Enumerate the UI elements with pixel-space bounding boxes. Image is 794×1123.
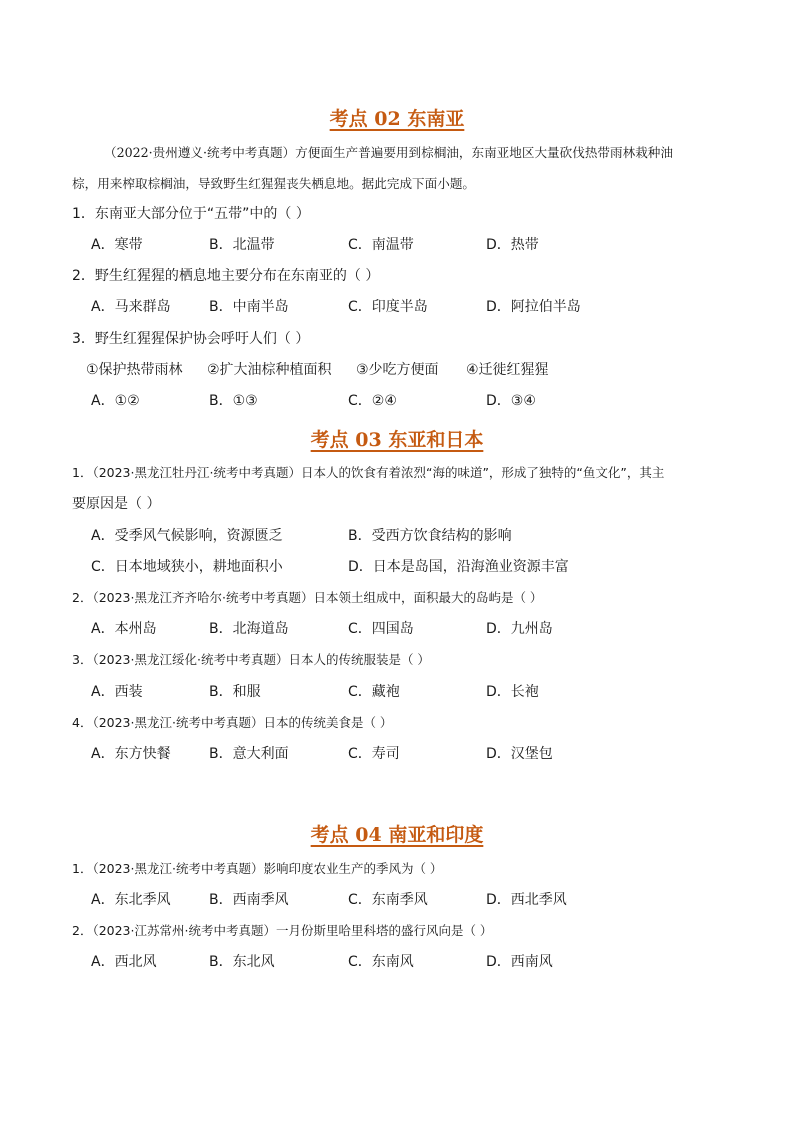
option-b: B．受西方饮食结构的影响 xyxy=(348,528,512,544)
statement-item: ③少吃方便面 xyxy=(356,362,439,378)
question-stem: 4．（2023·黑龙江·统考中考真题）日本的传统美食是（ ） xyxy=(72,715,393,730)
option-b: B．中南半岛 xyxy=(209,299,289,315)
option-c: C．印度半岛 xyxy=(348,299,428,315)
option-c: C．东南风 xyxy=(348,954,414,970)
option-b: B．和服 xyxy=(209,684,261,700)
question-stem: 1．（2023·黑龙江·统考中考真题）影响印度农业生产的季风为（ ） xyxy=(72,861,443,876)
question-stem: 3．（2023·黑龙江绥化·统考中考真题）日本人的传统服装是（ ） xyxy=(72,652,430,667)
option-d: D．③④ xyxy=(486,393,536,409)
question-stem: 3．野生红猩猩保护协会呼吁人们（ ） xyxy=(72,331,310,347)
option-b: B．①③ xyxy=(209,393,258,409)
option-d: D．热带 xyxy=(486,237,539,253)
statement-item: ①保护热带雨林 xyxy=(86,362,183,378)
section-heading-03: 考点 03 东亚和日本 xyxy=(310,429,484,451)
option-a: A．本州岛 xyxy=(91,621,157,637)
option-a: A．东方快餐 xyxy=(91,746,171,762)
question-stem-continued: 要原因是（ ） xyxy=(72,496,161,512)
option-a: A．①② xyxy=(91,393,140,409)
option-c: C．藏袍 xyxy=(348,684,400,700)
option-d: D．汉堡包 xyxy=(486,746,553,762)
option-d: D．长袍 xyxy=(486,684,539,700)
option-d: D．西北季风 xyxy=(486,892,567,908)
option-b: B．西南季风 xyxy=(209,892,289,908)
question-stem: 2．（2023·江苏常州·统考中考真题）一月份斯里哈里科塔的盛行风向是（ ） xyxy=(72,923,493,938)
intro-line-1: （2022·贵州遵义·统考中考真题）方便面生产普遍要用到棕榈油，东南亚地区大量砍伐热带雨林栽种油 xyxy=(104,145,673,160)
option-c: C．②④ xyxy=(348,393,397,409)
option-a: A．马来群岛 xyxy=(91,299,171,315)
option-b: B．东北风 xyxy=(209,954,275,970)
option-c: C．寿司 xyxy=(348,746,400,762)
option-a: A．西北风 xyxy=(91,954,157,970)
option-a: A．受季风气候影响，资源匮乏 xyxy=(91,528,283,544)
option-b: B．北海道岛 xyxy=(209,621,289,637)
question-stem: 1．（2023·黑龙江牡丹江·统考中考真题）日本人的饮食有着浓烈“海的味道”，形成了独特的“鱼文化”，其主 xyxy=(72,465,665,480)
option-c: C．四国岛 xyxy=(348,621,414,637)
option-d: D．日本是岛国，沿海渔业资源丰富 xyxy=(348,559,569,575)
option-b: B．意大利面 xyxy=(209,746,289,762)
option-a: A．寒带 xyxy=(91,237,143,253)
option-d: D．西南风 xyxy=(486,954,553,970)
statement-item: ②扩大油棕种植面积 xyxy=(207,362,332,378)
option-a: A．东北季风 xyxy=(91,892,171,908)
option-c: C．日本地域狭小，耕地面积小 xyxy=(91,559,283,575)
question-stem: 1．东南亚大部分位于“五带”中的（ ） xyxy=(72,206,310,222)
option-c: C．南温带 xyxy=(348,237,414,253)
option-d: D．九州岛 xyxy=(486,621,553,637)
option-d: D．阿拉伯半岛 xyxy=(486,299,581,315)
section-heading-04: 考点 04 南亚和印度 xyxy=(310,824,484,846)
question-stem: 2．（2023·黑龙江齐齐哈尔·统考中考真题）日本领土组成中，面积最大的岛屿是（ ） xyxy=(72,590,543,605)
option-b: B．北温带 xyxy=(209,237,275,253)
question-stem: 2．野生红猩猩的栖息地主要分布在东南亚的（ ） xyxy=(72,268,380,284)
option-a: A．西装 xyxy=(91,684,143,700)
statement-item: ④迁徙红猩猩 xyxy=(466,362,549,378)
option-c: C．东南季风 xyxy=(348,892,428,908)
intro-line-2: 棕，用来榨取棕榈油，导致野生红猩猩丧失栖息地。据此完成下面小题。 xyxy=(72,176,475,191)
section-heading-02: 考点 02 东南亚 xyxy=(329,108,465,130)
